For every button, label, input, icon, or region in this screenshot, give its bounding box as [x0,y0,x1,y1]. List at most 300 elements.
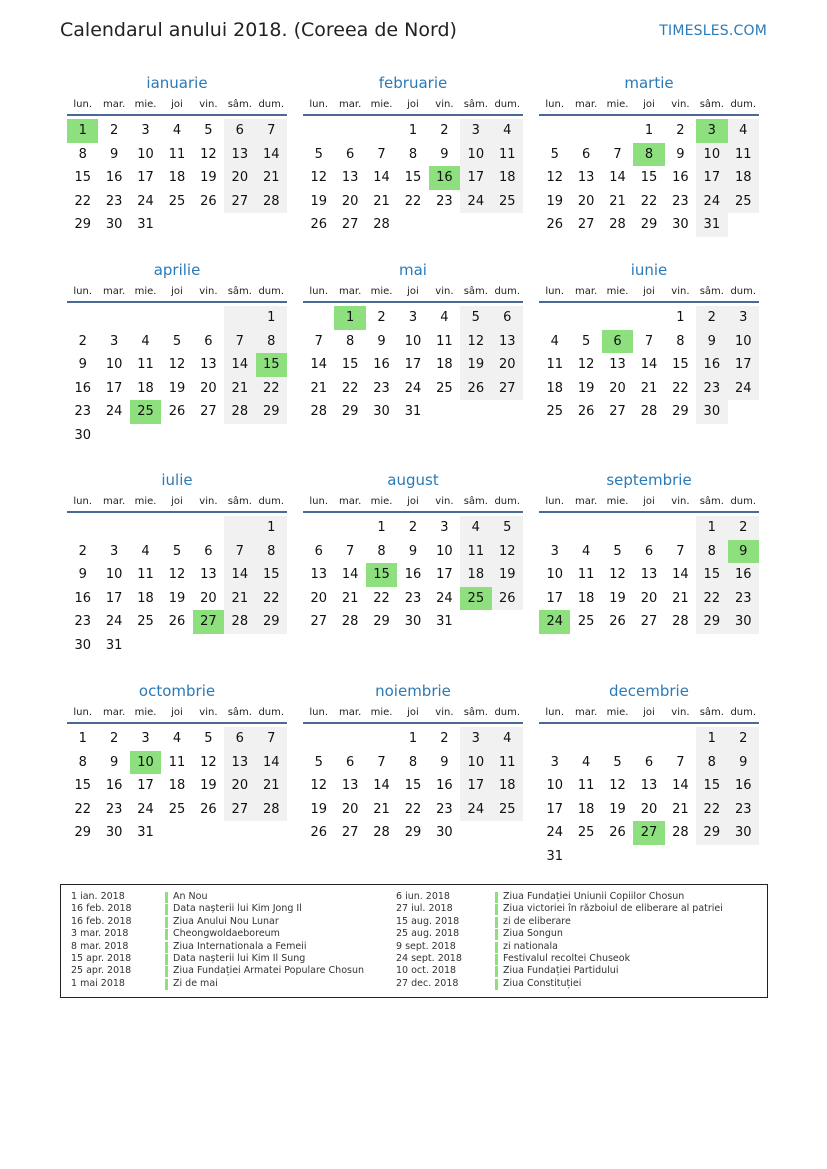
day-cell[interactable]: 28 [373,217,390,233]
day-cell[interactable]: 2 [377,310,386,325]
day-cell[interactable]: 23 [74,614,91,630]
day-cell[interactable]: 18 [460,563,491,587]
day-cell[interactable]: 17 [728,353,759,377]
day-cell[interactable]: 9 [78,357,87,373]
day-cell[interactable]: 7 [256,119,287,143]
day-cell[interactable]: 8 [696,540,727,564]
day-cell[interactable]: 6 [204,333,213,349]
day-cell[interactable]: 24 [105,614,123,630]
day-cell[interactable]: 3 [550,543,559,559]
day-cell[interactable]: 5 [204,731,213,746]
day-cell[interactable]: 30 [728,610,759,634]
day-cell[interactable]: 1 [676,310,685,325]
day-cell[interactable]: 22 [256,377,287,401]
day-cell[interactable]: 14 [373,170,390,186]
day-cell[interactable]: 28 [341,614,359,630]
day-cell[interactable]: 12 [200,146,217,162]
day-cell[interactable]: 10 [546,567,563,583]
day-cell[interactable]: 27 [193,610,224,634]
day-cell[interactable]: 11 [728,143,759,167]
day-cell[interactable]: 18 [436,357,453,373]
day-cell[interactable]: 21 [373,193,390,209]
day-cell[interactable]: 17 [546,801,563,817]
day-cell[interactable]: 5 [581,333,591,349]
day-cell[interactable]: 9 [728,540,759,564]
day-cell[interactable]: 28 [373,825,390,841]
day-cell[interactable]: 27 [310,614,327,630]
day-cell[interactable]: 18 [168,778,186,794]
day-cell[interactable]: 20 [341,193,359,209]
day-cell[interactable]: 7 [644,333,654,349]
day-cell[interactable]: 23 [728,587,759,611]
day-cell[interactable]: 23 [436,193,453,209]
day-cell[interactable]: 27 [577,217,595,233]
day-cell[interactable]: 24 [436,590,453,606]
day-cell[interactable]: 30 [373,404,390,420]
day-cell[interactable]: 19 [310,193,327,209]
day-cell[interactable]: 7 [676,754,685,770]
day-cell[interactable]: 28 [310,404,327,420]
day-cell[interactable]: 27 [492,377,523,401]
day-cell[interactable]: 23 [105,801,123,817]
day-cell[interactable]: 12 [168,357,186,373]
day-cell[interactable]: 27 [609,404,626,420]
day-cell[interactable]: 10 [546,778,563,794]
day-cell[interactable]: 18 [577,590,595,606]
day-cell[interactable]: 26 [310,825,327,841]
day-cell[interactable]: 3 [550,754,559,770]
day-cell[interactable]: 14 [310,357,327,373]
day-cell[interactable]: 21 [373,801,390,817]
day-cell[interactable]: 22 [696,587,727,611]
day-cell[interactable]: 22 [404,193,422,209]
day-cell[interactable]: 11 [492,143,523,167]
day-cell[interactable]: 27 [341,217,359,233]
day-cell[interactable]: 15 [404,170,422,186]
day-cell[interactable]: 11 [577,567,595,583]
day-cell[interactable]: 20 [200,380,217,396]
day-cell[interactable]: 4 [550,333,559,349]
day-cell[interactable]: 15 [341,357,359,373]
day-cell[interactable]: 21 [609,193,626,209]
day-cell[interactable]: 11 [546,357,563,373]
day-cell[interactable]: 8 [345,333,355,349]
day-cell[interactable]: 13 [200,567,217,583]
day-cell[interactable]: 2 [440,731,449,746]
day-cell[interactable]: 10 [728,330,759,354]
day-cell[interactable]: 4 [492,119,523,143]
day-cell[interactable]: 8 [256,330,287,354]
day-cell[interactable]: 1 [334,306,365,330]
day-cell[interactable]: 4 [460,516,491,540]
day-cell[interactable]: 19 [546,193,563,209]
day-cell[interactable]: 19 [460,353,491,377]
day-cell[interactable]: 4 [492,727,523,751]
day-cell[interactable]: 29 [672,404,689,420]
day-cell[interactable]: 15 [366,563,397,587]
day-cell[interactable]: 15 [640,170,658,186]
day-cell[interactable]: 18 [546,380,563,396]
day-cell[interactable]: 12 [609,778,626,794]
day-cell[interactable]: 12 [310,778,327,794]
day-cell[interactable]: 6 [644,754,654,770]
day-cell[interactable]: 30 [672,217,689,233]
day-cell[interactable]: 30 [696,400,727,424]
day-cell[interactable]: 25 [168,801,186,817]
day-cell[interactable]: 29 [341,404,359,420]
day-cell[interactable]: 17 [137,778,154,794]
day-cell[interactable]: 25 [492,190,523,214]
day-cell[interactable]: 26 [310,217,327,233]
day-cell[interactable]: 29 [640,217,658,233]
day-cell[interactable]: 18 [492,166,523,190]
day-cell[interactable]: 11 [460,540,491,564]
day-cell[interactable]: 19 [168,590,186,606]
day-cell[interactable]: 6 [224,119,255,143]
day-cell[interactable]: 6 [644,543,654,559]
day-cell[interactable]: 8 [408,754,418,770]
day-cell[interactable]: 8 [256,540,287,564]
day-cell[interactable]: 3 [408,310,418,325]
day-cell[interactable]: 12 [492,540,523,564]
day-cell[interactable]: 31 [696,213,727,237]
day-cell[interactable]: 24 [460,190,491,214]
day-cell[interactable]: 14 [256,143,287,167]
day-cell[interactable]: 21 [224,377,255,401]
day-cell[interactable]: 16 [728,563,759,587]
day-cell[interactable]: 27 [224,190,255,214]
day-cell[interactable]: 24 [539,610,570,634]
day-cell[interactable]: 13 [310,567,327,583]
day-cell[interactable]: 24 [696,190,727,214]
day-cell[interactable]: 3 [141,731,150,746]
day-cell[interactable]: 18 [137,380,154,396]
day-cell[interactable]: 20 [224,774,255,798]
day-cell[interactable]: 26 [168,404,186,420]
day-cell[interactable]: 7 [314,333,323,349]
day-cell[interactable]: 17 [137,170,154,186]
day-cell[interactable]: 19 [200,778,217,794]
day-cell[interactable]: 25 [546,404,563,420]
day-cell[interactable]: 19 [168,380,186,396]
day-cell[interactable]: 9 [440,754,449,770]
day-cell[interactable]: 17 [546,590,563,606]
day-cell[interactable]: 13 [224,143,255,167]
day-cell[interactable]: 27 [200,404,217,420]
day-cell[interactable]: 15 [696,774,727,798]
day-cell[interactable]: 26 [609,614,626,630]
day-cell[interactable]: 17 [105,380,123,396]
day-cell[interactable]: 28 [640,404,658,420]
day-cell[interactable]: 14 [672,778,689,794]
day-cell[interactable]: 15 [696,563,727,587]
day-cell[interactable]: 25 [137,614,154,630]
day-cell[interactable]: 23 [74,404,91,420]
day-cell[interactable]: 2 [440,123,449,138]
day-cell[interactable]: 29 [373,614,390,630]
day-cell[interactable]: 4 [581,543,591,559]
day-cell[interactable]: 19 [609,590,626,606]
day-cell[interactable]: 30 [404,614,422,630]
day-cell[interactable]: 24 [137,801,154,817]
day-cell[interactable]: 5 [314,754,323,770]
day-cell[interactable]: 4 [172,731,182,746]
day-cell[interactable]: 2 [78,333,87,349]
day-cell[interactable]: 26 [168,614,186,630]
day-cell[interactable]: 17 [460,774,491,798]
day-cell[interactable]: 20 [310,590,327,606]
day-cell[interactable]: 29 [696,821,727,845]
day-cell[interactable]: 14 [224,563,255,587]
day-cell[interactable]: 27 [224,798,255,822]
day-cell[interactable]: 26 [546,217,563,233]
day-cell[interactable]: 5 [613,754,622,770]
day-cell[interactable]: 31 [404,404,422,420]
day-cell[interactable]: 20 [224,166,255,190]
day-cell[interactable]: 29 [74,825,91,841]
day-cell[interactable]: 5 [204,123,213,138]
day-cell[interactable]: 13 [640,567,658,583]
day-cell[interactable]: 23 [436,801,453,817]
day-cell[interactable]: 19 [577,380,595,396]
day-cell[interactable]: 20 [200,590,217,606]
day-cell[interactable]: 13 [492,330,523,354]
day-cell[interactable]: 8 [377,543,386,559]
day-cell[interactable]: 25 [577,825,595,841]
day-cell[interactable]: 5 [460,306,491,330]
day-cell[interactable]: 8 [78,146,87,162]
day-cell[interactable]: 21 [341,590,359,606]
day-cell[interactable]: 18 [492,774,523,798]
day-cell[interactable]: 1 [67,119,98,143]
day-cell[interactable]: 11 [577,778,595,794]
day-cell[interactable]: 15 [256,353,287,377]
day-cell[interactable]: 21 [224,587,255,611]
day-cell[interactable]: 28 [224,400,255,424]
day-cell[interactable]: 29 [74,217,91,233]
day-cell[interactable]: 30 [74,637,91,653]
day-cell[interactable]: 17 [105,590,123,606]
day-cell[interactable]: 18 [728,166,759,190]
day-cell[interactable]: 8 [78,754,87,770]
day-cell[interactable]: 10 [130,751,161,775]
day-cell[interactable]: 9 [408,543,418,559]
day-cell[interactable]: 22 [341,380,359,396]
day-cell[interactable]: 26 [577,404,595,420]
day-cell[interactable]: 27 [633,821,664,845]
day-cell[interactable]: 13 [640,778,658,794]
day-cell[interactable]: 10 [105,357,123,373]
day-cell[interactable]: 2 [696,306,727,330]
day-cell[interactable]: 6 [314,543,323,559]
day-cell[interactable]: 26 [200,193,217,209]
day-cell[interactable]: 1 [256,516,287,540]
day-cell[interactable]: 4 [440,310,449,325]
day-cell[interactable]: 3 [696,119,727,143]
day-cell[interactable]: 14 [373,778,390,794]
day-cell[interactable]: 28 [224,610,255,634]
day-cell[interactable]: 31 [137,217,154,233]
day-cell[interactable]: 3 [109,543,119,559]
day-cell[interactable]: 2 [676,123,685,138]
day-cell[interactable]: 19 [200,170,217,186]
day-cell[interactable]: 20 [577,193,595,209]
day-cell[interactable]: 9 [377,333,386,349]
day-cell[interactable]: 21 [256,166,287,190]
day-cell[interactable]: 25 [130,400,161,424]
day-cell[interactable]: 31 [436,614,453,630]
day-cell[interactable]: 30 [105,217,123,233]
day-cell[interactable]: 1 [408,123,418,138]
day-cell[interactable]: 9 [78,567,87,583]
day-cell[interactable]: 3 [440,520,449,535]
day-cell[interactable]: 26 [609,825,626,841]
day-cell[interactable]: 24 [137,193,154,209]
day-cell[interactable]: 16 [74,590,91,606]
day-cell[interactable]: 25 [728,190,759,214]
day-cell[interactable]: 7 [224,540,255,564]
day-cell[interactable]: 16 [429,166,460,190]
day-cell[interactable]: 16 [728,774,759,798]
day-cell[interactable]: 2 [78,543,87,559]
day-cell[interactable]: 11 [436,333,453,349]
day-cell[interactable]: 11 [168,146,186,162]
day-cell[interactable]: 24 [105,404,123,420]
day-cell[interactable]: 6 [602,330,633,354]
day-cell[interactable]: 18 [577,801,595,817]
day-cell[interactable]: 22 [696,798,727,822]
day-cell[interactable]: 21 [256,774,287,798]
day-cell[interactable]: 23 [105,193,123,209]
day-cell[interactable]: 1 [408,731,418,746]
day-cell[interactable]: 14 [609,170,626,186]
day-cell[interactable]: 15 [256,563,287,587]
day-cell[interactable]: 13 [224,751,255,775]
day-cell[interactable]: 10 [137,146,154,162]
site-brand-link[interactable]: TIMESLES.COM [659,23,767,39]
day-cell[interactable]: 4 [172,123,182,138]
day-cell[interactable]: 10 [696,143,727,167]
day-cell[interactable]: 3 [460,119,491,143]
day-cell[interactable]: 31 [546,848,563,864]
day-cell[interactable]: 3 [109,333,119,349]
day-cell[interactable]: 11 [137,567,154,583]
day-cell[interactable]: 16 [74,380,91,396]
day-cell[interactable]: 28 [256,190,287,214]
day-cell[interactable]: 8 [408,146,418,162]
day-cell[interactable]: 11 [492,751,523,775]
day-cell[interactable]: 9 [440,146,449,162]
day-cell[interactable]: 1 [377,520,386,535]
day-cell[interactable]: 5 [550,146,559,162]
day-cell[interactable]: 19 [492,563,523,587]
day-cell[interactable]: 5 [172,333,182,349]
day-cell[interactable]: 14 [672,567,689,583]
day-cell[interactable]: 29 [256,610,287,634]
day-cell[interactable]: 7 [613,146,622,162]
day-cell[interactable]: 7 [676,543,685,559]
day-cell[interactable]: 29 [696,610,727,634]
day-cell[interactable]: 29 [404,825,422,841]
day-cell[interactable]: 28 [672,825,689,841]
day-cell[interactable]: 22 [404,801,422,817]
day-cell[interactable]: 6 [581,146,591,162]
day-cell[interactable]: 6 [492,306,523,330]
day-cell[interactable]: 2 [728,516,759,540]
day-cell[interactable]: 24 [546,825,563,841]
day-cell[interactable]: 5 [492,516,523,540]
day-cell[interactable]: 7 [377,146,386,162]
day-cell[interactable]: 20 [341,801,359,817]
day-cell[interactable]: 24 [404,380,422,396]
day-cell[interactable]: 25 [577,614,595,630]
day-cell[interactable]: 7 [256,727,287,751]
day-cell[interactable]: 31 [105,637,123,653]
day-cell[interactable]: 21 [672,590,689,606]
day-cell[interactable]: 4 [581,754,591,770]
day-cell[interactable]: 10 [436,543,453,559]
day-cell[interactable]: 21 [310,380,327,396]
day-cell[interactable]: 1 [256,306,287,330]
day-cell[interactable]: 22 [256,587,287,611]
day-cell[interactable]: 27 [341,825,359,841]
day-cell[interactable]: 11 [168,754,186,770]
day-cell[interactable]: 12 [609,567,626,583]
day-cell[interactable]: 18 [137,590,154,606]
day-cell[interactable]: 25 [436,380,453,396]
day-cell[interactable]: 29 [256,400,287,424]
day-cell[interactable]: 4 [141,543,150,559]
day-cell[interactable]: 16 [672,170,689,186]
day-cell[interactable]: 9 [676,146,685,162]
day-cell[interactable]: 7 [345,543,355,559]
day-cell[interactable]: 5 [172,543,182,559]
day-cell[interactable]: 30 [74,427,91,443]
day-cell[interactable]: 17 [460,166,491,190]
day-cell[interactable]: 19 [310,801,327,817]
day-cell[interactable]: 14 [640,357,658,373]
day-cell[interactable]: 20 [640,801,658,817]
day-cell[interactable]: 26 [200,801,217,817]
day-cell[interactable]: 12 [310,170,327,186]
day-cell[interactable]: 9 [728,751,759,775]
day-cell[interactable]: 6 [204,543,213,559]
day-cell[interactable]: 2 [408,520,418,535]
day-cell[interactable]: 15 [672,357,689,373]
day-cell[interactable]: 30 [436,825,453,841]
day-cell[interactable]: 28 [672,614,689,630]
day-cell[interactable]: 11 [137,357,154,373]
day-cell[interactable]: 8 [633,143,664,167]
day-cell[interactable]: 25 [460,587,491,611]
day-cell[interactable]: 28 [609,217,626,233]
day-cell[interactable]: 9 [109,146,119,162]
day-cell[interactable]: 16 [373,357,390,373]
day-cell[interactable]: 30 [728,821,759,845]
day-cell[interactable]: 24 [460,798,491,822]
day-cell[interactable]: 2 [109,123,119,138]
day-cell[interactable]: 16 [105,170,123,186]
day-cell[interactable]: 24 [728,377,759,401]
day-cell[interactable]: 5 [314,146,323,162]
day-cell[interactable]: 20 [609,380,626,396]
day-cell[interactable]: 22 [640,193,658,209]
day-cell[interactable]: 22 [74,193,91,209]
day-cell[interactable]: 15 [74,778,91,794]
day-cell[interactable]: 8 [696,751,727,775]
day-cell[interactable]: 17 [404,357,422,373]
day-cell[interactable]: 1 [696,516,727,540]
